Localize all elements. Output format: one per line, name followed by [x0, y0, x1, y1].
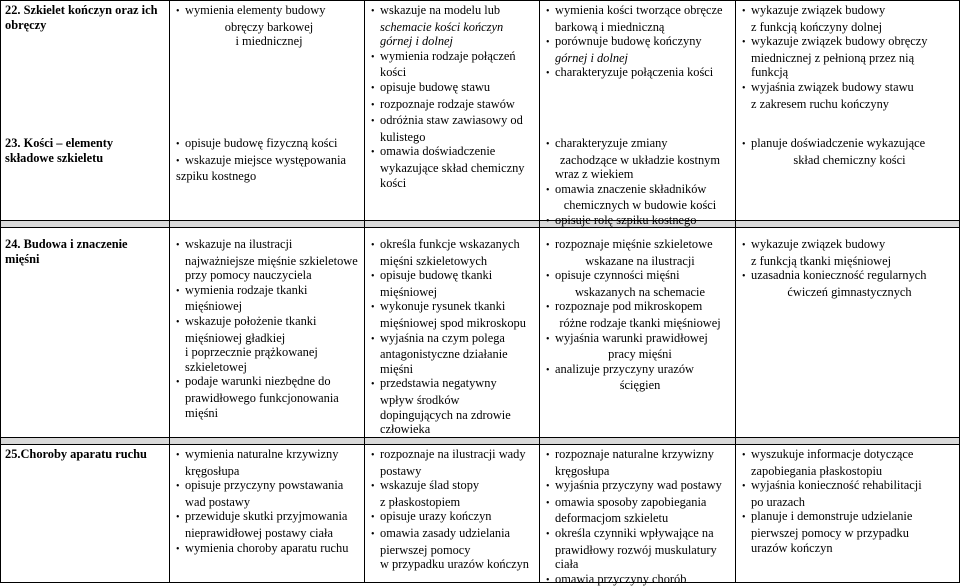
- list-item: • podaje warunki niezbędne do: [176, 374, 362, 391]
- list-item: • wskazuje na modelu lub: [371, 3, 537, 20]
- list-item: • opisuje rolę szpiku kostnego: [546, 213, 734, 230]
- list-item: • określa czynniki wpływające na: [546, 526, 734, 543]
- list-item: ćwiczeń gimnastycznych: [787, 284, 912, 299]
- list-item: deformacjom szkieletu: [555, 511, 669, 526]
- topic-title: 23. Kości – elementy składowe szkieletu: [5, 136, 114, 165]
- list-item: • przewiduje skutki przyjmowania: [176, 509, 362, 526]
- list-item: • wskazuje na ilustracji: [176, 237, 362, 254]
- list-item: • omawia zasady udzielania: [371, 526, 537, 543]
- topic-title: 25.Choroby aparatu ruchu: [5, 447, 147, 461]
- requirement-cell: [176, 3, 362, 49]
- list-item: nieprawidłowej postawy ciała: [185, 525, 333, 540]
- table-rule: [364, 0, 365, 583]
- topic-cell: [2, 136, 165, 165]
- list-item: • analizuje przyczyny urazów: [546, 362, 734, 379]
- requirement-cell: [742, 3, 957, 111]
- list-item: • wymienia rodzaje tkanki: [176, 283, 362, 300]
- list-item: po urazach: [751, 494, 806, 509]
- list-item: • wymienia kości tworzące obręcze: [546, 3, 734, 20]
- table-rule: [0, 0, 1, 583]
- list-item: • wskazuje miejsce występowania: [176, 153, 362, 170]
- list-item: • charakteryzuje zmiany: [546, 136, 734, 153]
- list-item: wad postawy: [185, 494, 251, 509]
- requirement-cell: [742, 447, 957, 555]
- list-item: • wykonuje rysunek tkanki: [371, 299, 537, 316]
- list-item: obręczy barkowej: [224, 19, 314, 34]
- requirement-cell: [371, 447, 537, 572]
- list-item: pierwszej pomocy: [380, 542, 471, 557]
- table-rule: [0, 0, 960, 1]
- topic-cell: [2, 3, 165, 32]
- table-rule: [0, 444, 960, 445]
- list-item: mięśniowej: [185, 299, 243, 314]
- list-item: • wyszukuje informacje dotyczące: [742, 447, 957, 464]
- list-item: • wymienia elementy budowy: [176, 3, 362, 20]
- list-item: • określa funkcje wskazanych: [371, 237, 537, 254]
- list-item: • omawia doświadczenie: [371, 144, 537, 161]
- list-item: dopingujących na zdrowie: [380, 407, 511, 422]
- topic-title: 22. Szkielet kończyn oraz ich obręczy: [5, 3, 158, 32]
- list-item: • planuje doświadczenie wykazujące: [742, 136, 957, 153]
- list-item: • wymienia choroby aparatu ruchu: [176, 541, 362, 558]
- list-item: kręgosłupa: [185, 463, 240, 478]
- list-item: • wymienia naturalne krzywizny: [176, 447, 362, 464]
- list-item: prawidłowy rozwój muskulatury: [555, 542, 717, 557]
- list-item: • wyjaśnia warunki prawidłowej: [546, 331, 734, 348]
- list-item: wykazujące skład chemiczny: [380, 160, 525, 175]
- list-item: • charakteryzuje połączenia kości: [546, 65, 734, 82]
- list-item: szkieletowej: [185, 359, 247, 374]
- list-item: • opisuje budowę fizyczną kości: [176, 136, 362, 153]
- list-item: • omawia przyczyny chorób: [546, 572, 734, 588]
- list-item: • wykazuje związek budowy: [742, 3, 957, 20]
- list-item: ciała: [555, 557, 579, 572]
- list-item: antagonistyczne działanie: [380, 347, 508, 362]
- list-item: kulistego: [380, 129, 426, 144]
- list-item: kręgosłupa: [555, 463, 610, 478]
- table-rule: [735, 0, 736, 583]
- list-item: urazów kończyn: [751, 540, 833, 555]
- table-rule: [0, 437, 960, 438]
- list-item: • rozpoznaje na ilustracji wady: [371, 447, 537, 464]
- requirement-cell: [371, 237, 537, 437]
- list-item: kości: [380, 175, 407, 190]
- list-item: • opisuje urazy kończyn: [371, 509, 537, 526]
- list-item: miednicznej z pełnioną przez nią: [751, 50, 915, 65]
- list-item: • wykazuje związek budowy obręczy: [742, 34, 957, 51]
- list-item: • omawia sposoby zapobiegania: [546, 495, 734, 512]
- list-item: • opisuje przyczyny powstawania: [176, 478, 362, 495]
- requirement-cell: [371, 3, 537, 190]
- list-item: najważniejsze mięśnie szkieletowe: [185, 253, 358, 268]
- requirement-cell: [546, 447, 734, 588]
- list-item: z płaskostopiem: [380, 494, 461, 509]
- list-item: zachodzące w układzie kostnym: [560, 152, 720, 167]
- list-item: pracy mięśni: [608, 347, 672, 362]
- list-item: • wyjaśnia przyczyny wad postawy: [546, 478, 734, 495]
- list-item: • porównuje budowę kończyny: [546, 34, 734, 51]
- topic-title: 24. Budowa i znaczenie mięśni: [5, 237, 128, 266]
- topic-cell: [2, 447, 165, 462]
- list-item: mięśniowej spod mikroskopu: [380, 315, 526, 330]
- list-item: schemacie kości kończyn: [380, 19, 504, 34]
- list-item: • wyjaśnia na czym polega: [371, 331, 537, 348]
- list-item: • rozpoznaje naturalne krzywizny: [546, 447, 734, 464]
- list-item: z funkcją tkanki mięśniowej: [751, 253, 892, 268]
- list-item: funkcją: [751, 65, 789, 80]
- list-item: • wymienia rodzaje połączeń: [371, 49, 537, 66]
- list-item: • opisuje budowę tkanki: [371, 268, 537, 285]
- requirement-cell: [176, 447, 362, 557]
- list-item: różne rodzaje tkanki mięśniowej: [559, 315, 721, 330]
- list-item: skład chemiczny kości: [793, 152, 906, 167]
- list-item: • rozpoznaje pod mikroskopem: [546, 299, 734, 316]
- list-item: człowieka: [380, 422, 431, 437]
- table-rule: [169, 0, 170, 583]
- list-item: ścięgien: [619, 378, 661, 393]
- list-item: • odróżnia staw zawiasowy od: [371, 113, 537, 130]
- list-item: kości: [380, 65, 407, 80]
- list-item: i miednicznej: [235, 34, 303, 49]
- list-item: prawidłowego funkcjonowania: [185, 390, 339, 405]
- list-item: • wskazuje położenie tkanki: [176, 314, 362, 331]
- list-item: • wykazuje związek budowy: [742, 237, 957, 254]
- topic-cell: [2, 237, 165, 266]
- list-item: • rozpoznaje mięśnie szkieletowe: [546, 237, 734, 254]
- list-item: mięśniowej gładkiej: [185, 330, 286, 345]
- requirement-cell: [742, 136, 957, 167]
- requirement-cell: [176, 237, 362, 420]
- table-rule: [0, 220, 960, 221]
- list-item: • omawia znaczenie składników: [546, 182, 734, 199]
- list-item: postawy: [380, 463, 422, 478]
- list-item: wraz z wiekiem: [555, 167, 634, 182]
- list-item: mięśniowej: [380, 284, 438, 299]
- list-item: • rozpoznaje rodzaje stawów: [371, 97, 537, 114]
- list-item: • przedstawia negatywny: [371, 376, 537, 393]
- list-item: górnej i dolnej: [380, 34, 453, 49]
- list-item: przy pomocy nauczyciela: [185, 268, 312, 283]
- list-item: • opisuje czynności mięśni: [546, 268, 734, 285]
- list-item: wpływ środków: [380, 392, 460, 407]
- list-item: górnej i dolnej: [555, 50, 628, 65]
- list-item: barkową i miedniczną: [555, 19, 665, 34]
- list-item: • wyjaśnia związek budowy stawu: [742, 80, 957, 97]
- requirement-cell: [546, 136, 734, 230]
- list-item: • opisuje budowę stawu: [371, 80, 537, 97]
- table-rule: [539, 0, 540, 583]
- list-item: pierwszej pomocy w przypadku: [751, 525, 909, 540]
- list-item: zapobiegania płaskostopiu: [751, 463, 883, 478]
- list-item: • uzasadnia konieczność regularnych: [742, 268, 957, 285]
- list-item: i poprzecznie prążkowanej: [185, 345, 318, 360]
- requirement-cell: [742, 237, 957, 299]
- list-item: chemicznych w budowie kości: [563, 198, 717, 213]
- list-item: • wskazuje ślad stopy: [371, 478, 537, 495]
- list-item: mięśni: [380, 361, 414, 376]
- list-item: mięśni: [185, 405, 219, 420]
- requirement-cell: [546, 3, 734, 82]
- table-rule: [0, 227, 960, 228]
- requirement-cell: [176, 136, 362, 184]
- list-item: szpiku kostnego: [176, 169, 257, 184]
- list-item: • planuje i demonstruje udzielanie: [742, 509, 957, 526]
- requirement-cell: [546, 237, 734, 393]
- list-item: z zakresem ruchu kończyny: [751, 96, 889, 111]
- list-item: wskazane na ilustracji: [585, 253, 695, 268]
- list-item: w przypadku urazów kończyn: [380, 557, 529, 572]
- list-item: mięśni szkieletowych: [380, 253, 488, 268]
- list-item: • wyjaśnia konieczność rehabilitacji: [742, 478, 957, 495]
- list-item: z funkcją kończyny dolnej: [751, 19, 883, 34]
- list-item: wskazanych na schemacie: [574, 284, 706, 299]
